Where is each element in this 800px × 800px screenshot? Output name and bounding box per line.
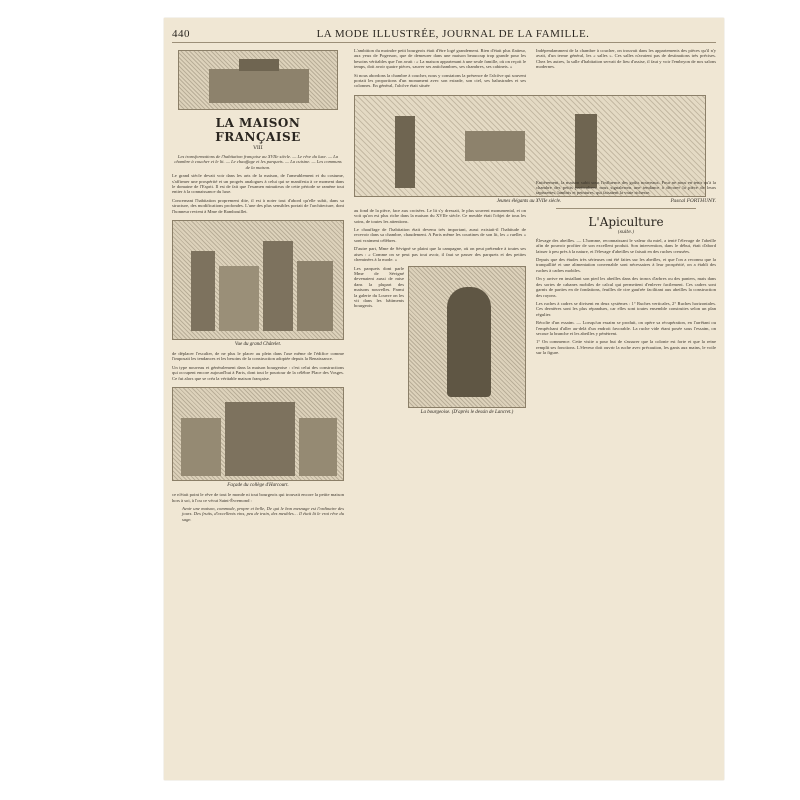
paragraph: Un type nouveau et généralement dans la maison bourgeoise : c'est celui des constructions qui occupent encore aujourd'hui à Paris, dont tout le pourtour de la célèbre Place des Vosges. Ce fut alors que se créa la véritable maison française.	[172, 364, 344, 381]
verse: Avoir une maison, commode, propre et belle, De qui le bon mesnage est l'ordinaire des jours. Des fruits, d'excellents vins, peu de train, des meubles… Il était là le vrai rêve du sage.	[182, 505, 344, 522]
column-2	[354, 48, 562, 772]
page-number: 440	[172, 28, 190, 40]
column-3	[536, 48, 716, 772]
paragraph: Si nous abordons la chambre à coucher, nous y constatons la présence de l'alcôve qui souvent portait les proportions d'un monument avec son estrade, son ciel, ses balustrades et ses colonnes. En général, l'alcôve était située	[354, 72, 526, 89]
apiculture-title: L'Apiculture	[588, 214, 664, 229]
paragraph: Entièrement, la maison subit sous l'influence des goûts nouveaux. Pour ne nous en tenir qu'à la chambre des petits particuliers, nous signalerons une tendance à décorer la pièce de leurs tapisseries, lambris et peintures, qui faisaient la vraie richesse.	[536, 179, 716, 196]
header-engraving	[178, 50, 338, 110]
paragraph: Depuis que des études très sérieuses ont été faites sur les abeilles, et que l'on a reconnu que la tranquillité et une alimentation convenable sont nécessaires à leur prospérité, on a établi des ruches à cadres mobiles.	[536, 257, 716, 273]
caption-salon: Jeunes élégants au XVIIe siècle.	[496, 198, 562, 204]
paragraph: L'ambition du moindre petit bourgeois était d'être logé grandement. Rien d'était plus flatteur, aux yeux de Pogerson, que de demeurer dans une maison beaucoup trop grande pour les besoins véritables que l'on avait : « La maison appartenant à une seule famille, où on reçoit le temps, doit avoir quatre pièces, sauver ses antichambres, ses chambres, ses cabinets. »	[354, 48, 526, 70]
caption-chateau: Vue du grand Châtelet.	[234, 342, 282, 348]
journal-title: LA MODE ILLUSTRÉE, JOURNAL DE LA FAMILLE.	[316, 28, 590, 40]
paragraph: au fond de la pièce, face aux croisées. Le lit s'y dressait, le plus souvent monumental, et on voit qu'on est plus riche dans la maison du XVIIe siècle. Ce meuble était l'objet de tous les soins, de toutes les attentions.	[354, 207, 526, 224]
caption-bourgeoise: La bourgeoise. (D'après le dessin de Lancret.)	[420, 409, 514, 415]
paragraph: ce n'était point le rêve de tout le monde ni tout bourgeois qui trouvait encore la petite maison hors à soi, à l'ou ce vécut Saint-Évremond :	[172, 492, 344, 503]
section-divider	[556, 208, 696, 209]
column-1	[172, 48, 344, 772]
paragraph: Les parquets dont parle Mme de Sévigné devenaient aussi de mise dans la plupart des maisons nouvelles. Parmi la galerie du Louvre on les vit dans les bâtiments bourgeois.	[354, 265, 404, 309]
college-engraving	[172, 387, 344, 481]
article-summary: Les transformations de l'habitation française au XVIIe siècle. — Le rêve du luxe. — La chambre à coucher et le lit. — Le chauffage et les parquets. — La cuisine. — Les communs de la maison.	[174, 154, 342, 170]
paragraph: Les ruches à cadres se divisent en deux systèmes : 1° Ruches verticales, 2° Ruches horizontales. Ces dernières sont les plus répandues, car elles sont toutes ensemble construites selon un plan régulier.	[536, 300, 716, 317]
caption-college: Façade du collège d'Harcourt.	[227, 483, 289, 489]
paragraph: Le chauffage de l'habitation était devenu très important, aussi existait-il l'habitude de recevoir dans sa chambre, chaudement. A Paris même les courtines de son lit, les « ruelles » sont vraiment célèbres.	[354, 227, 526, 243]
article-signature: Pascal FORTHUNY.	[670, 198, 716, 204]
newspaper-page	[164, 18, 724, 780]
paragraph: Indépendamment de la chambre à coucher, on trouvait dans les appartements des pièces qu'il n'y avait, d'un terme général, les « salles ». Ces salles n'avaient pas de destinations très précises. Chez les autres, la salle d'habitation servait de lieu d'assise, il faut y voir l'embryon de nos salons modernes.	[536, 48, 716, 70]
paragraph: de déplacer l'escalier, de ne plus le placer au plein dans l'axe même de l'édifice comme l'imposait les tendances et les besoins de la construction adoptée depuis la Renaissance.	[172, 351, 344, 362]
paragraph: Le grand siècle devait voir dans les arts de la maison, de l'ameublement et du costume, s'affirmer une prospérité et un progrès analogues à celui qui se manifesta à ce moment dans le domaine de l'Esprit. Il est de fait que l'examen minutieux de cette période se ramène tout entier à la connaissance du luxe.	[172, 173, 344, 195]
page-header	[172, 28, 716, 43]
article-title: LA MAISON FRANÇAISE	[215, 116, 301, 144]
paragraph: 1° On commence. Cette visite a pour but de s'assurer que la colonie est forte et que la reine remplit ses fonctions. L'éleveur doit ouvrir la ruche avec précaution, les gants aux mains, le voile sur la figure.	[536, 339, 716, 356]
bourgeoise-engraving	[408, 266, 526, 408]
paragraph: Élevage des abeilles. — L'homme, reconnaissant le valeur du miel, a tenté l'élevage de l'abeille afin de pouvoir profiter de son excellent produit. Son intervention, dans le début, était d'abord laisser à peu près à la nature, et l'élevage d'abeilles se faisait en des ruches creusées.	[536, 237, 716, 254]
paragraph: On y arrive en installant son pied les abeilles dans des troncs d'arbres ou des paniers, mais dans des sortes de cabanes mobiles de calcul qui permettent d'enlever facilement. Ces cadres sont garnis de parties en de fondations, feuilles de cire gaufrée facilitant aux abeilles la construction des rayons.	[536, 276, 716, 298]
paragraph: Récolte d'un essaim. — Lorsqu'un essaim se produit, on opère sa récupération, en l'arrêtant ou l'empêchant d'aller au-delà d'un endroit favorable. La ruche vide étant posée sous l'essaim, on secoue la branche et les abeilles y pénètrent.	[536, 320, 716, 336]
paragraph: Concernant l'habitation proprement dite, il est à noter tout d'abord qu'elle subit, dans sa structure, des modifications profondes. L'une des plus sensibles portait de l'architecture, dont l'honneur revient à Mme de Rambouillet.	[172, 197, 344, 214]
apiculture-suite: (suite.)	[617, 229, 635, 235]
paragraph: D'autre part, Mme de Sévigné se plaint que la campagne, où on peut prétendre à toutes ses aises : « Comme on se peut pas tout avoir, il faut se passer des parquets et des petites cheminées à la mode. »	[354, 246, 526, 263]
chateau-engraving	[172, 220, 344, 340]
article-part: VIII	[253, 145, 263, 151]
